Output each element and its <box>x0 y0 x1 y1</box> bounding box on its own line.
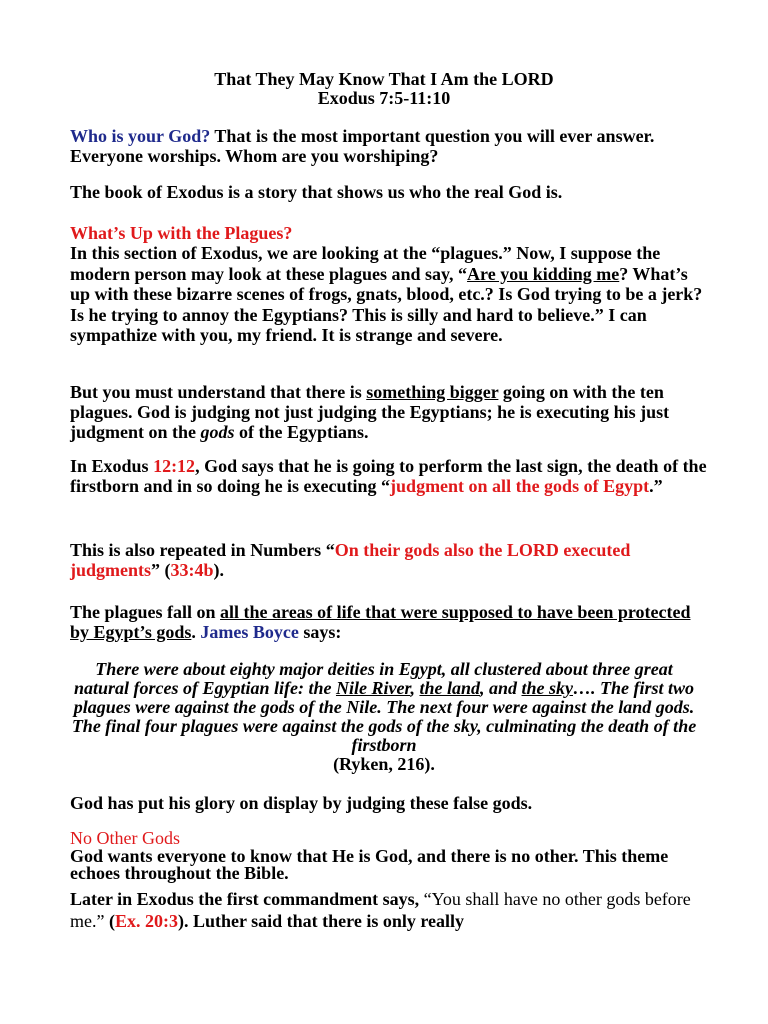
document-title <box>70 70 698 108</box>
p2-text-c: of the Egyptians. <box>234 422 369 442</box>
p4-text-c: ). <box>213 560 225 580</box>
plagues-paragraph-3 <box>70 456 710 496</box>
p4-scripture-ref: 33:4b <box>170 560 214 580</box>
quote-the-sky: the sky <box>521 678 573 698</box>
other-gods-paragraph-2 <box>70 888 710 932</box>
p5-text-c: says: <box>298 622 342 642</box>
scripture-reference: Exodus 7:5-11:10 <box>317 88 451 108</box>
plagues-paragraph-1 <box>70 243 710 346</box>
title-text: That They May Know That I Am the LORD <box>214 69 554 89</box>
quote-text-d: …. The first two plagues were against the gods of the Nile. The next four were against the land gods. The final four plagues were against the gods of the sky, culminating the death of the firstborn <box>71 678 697 755</box>
p2-text-b: going on with the ten plagues. God is judging not just judging the Egyptians; he is executing his just judgment on the <box>70 382 670 442</box>
p2-underlined: something bigger <box>366 382 499 402</box>
p3-text-a: In Exodus <box>70 456 154 476</box>
p2-italic: gods <box>200 422 235 442</box>
p3-scripture-ref: 12:12 <box>153 456 196 476</box>
p4-quote: On their gods also the LORD executed judgments <box>70 540 631 580</box>
p1-text-b: ? What’s up with these bizarre scenes of frogs, gnats, blood, etc.? Is God trying to be a jerk? Is he trying to annoy the Egyptians? This is silly and hard to believe.” I can sympathize with you, my friend. It is strange and severe. <box>70 263 703 345</box>
p5-text-a: The plagues fall on <box>70 602 221 622</box>
intro-paragraph <box>70 126 710 166</box>
quote-text-b: , <box>410 678 420 698</box>
p5-underlined: all the areas of life that were supposed to have been protected by Egypt’s gods <box>70 602 691 642</box>
line2-text-c: ). Luther said that there is only really <box>177 911 464 931</box>
line2-text-b: ( <box>104 911 115 931</box>
quote-the-land: the land <box>419 678 480 698</box>
intro-question: Who is your God? <box>70 126 211 146</box>
book-paragraph: The book of Exodus is a story that shows us who the real God is. <box>70 182 563 202</box>
quote-text-a: There were about eighty major deities in Egypt, all clustered about three great natural forces of Egyptian life: the <box>73 659 673 698</box>
p1-underlined: Are you kidding me <box>467 263 620 284</box>
quote-citation: (Ryken, 216). <box>333 754 435 774</box>
other-gods-heading: No Other Gods <box>70 828 180 848</box>
p1-text-a: In this section of Exodus, we are looking at the “plagues.” Now, I suppose the modern person may look at these plagues and say, “ <box>70 243 661 284</box>
p3-text-c: .” <box>649 476 663 496</box>
author-name: James Boyce <box>200 622 299 642</box>
line2-text-a: Later in Exodus the first commandment says, <box>70 889 424 909</box>
glory-paragraph: God has put his glory on display by judging these false gods. <box>70 793 533 813</box>
line2-scripture-ref: Ex. 20:3 <box>114 911 178 931</box>
commandment-quote: “You shall have no other gods before me.” <box>70 889 691 931</box>
quote-text-c: , and <box>479 678 522 698</box>
plagues-paragraph-2 <box>70 382 710 442</box>
block-quote <box>70 660 698 774</box>
intro-text: That is the most important question you will ever answer. Everyone worships. Whom are you worshiping? <box>70 126 655 166</box>
p4-text-a: This is also repeated in Numbers “ <box>70 540 335 560</box>
p3-quote: judgment on all the gods of Egypt <box>390 476 650 496</box>
plagues-paragraph-4 <box>70 540 710 580</box>
other-gods-paragraph-1: God wants everyone to know that He is God, and there is no other. This theme echoes throughout the Bible. <box>70 846 669 883</box>
quote-nile-river: Nile River <box>335 678 411 698</box>
plagues-heading: What’s Up with the Plagues? <box>70 223 293 243</box>
p5-text-b: . <box>191 622 201 642</box>
p2-text-a: But you must understand that there is <box>70 382 367 402</box>
p3-text-b: , God says that he is going to perform the last sign, the death of the firstborn and in so doing he is executing “ <box>70 456 707 496</box>
p4-text-b: ” ( <box>151 560 171 580</box>
plagues-paragraph-5 <box>70 602 710 642</box>
